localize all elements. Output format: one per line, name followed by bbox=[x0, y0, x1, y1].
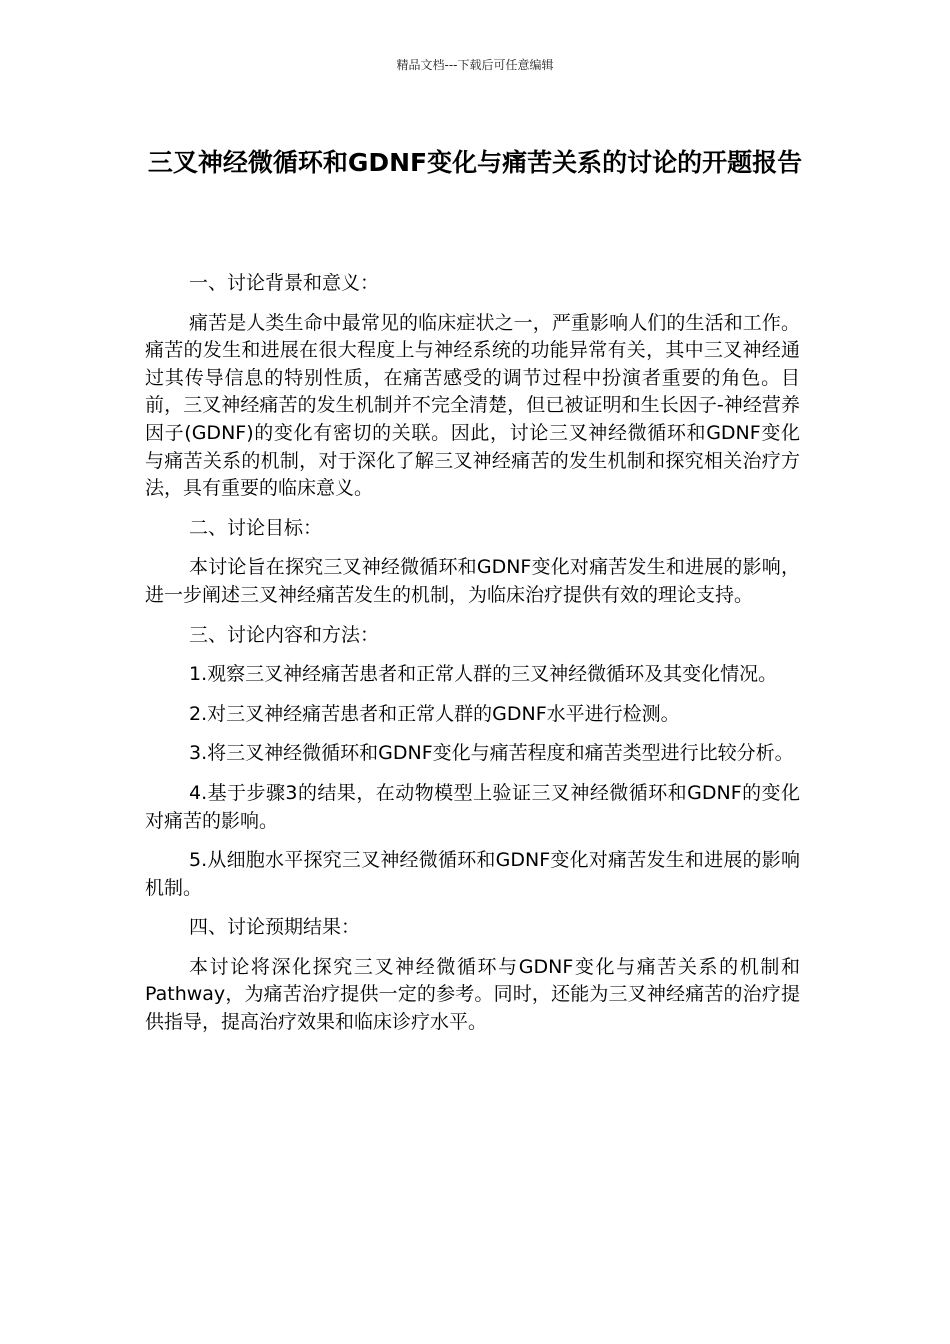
section-paragraph-background: 痛苦是人类生命中最常见的临床症状之一，严重影响人们的生活和工作。痛苦的发生和进展在很大程度上与神经系统的功能异常有关，其中三叉神经通过其传导信息的特别性质，在痛苦感受的调节过程中扮演者重要的角色。目前，三叉神经痛苦的发生机制并不完全清楚，但已被证明和生长因子-神经营养因子(GDNF)的变化有密切的关联。因此，讨论三叉神经微循环和GDNF变化与痛苦关系的机制，对于深化了解三叉神经痛苦的发生机制和探究相关治疗方法，具有重要的临床意义。 bbox=[145, 311, 800, 500]
document-title: 三叉神经微循环和GDNF变化与痛苦关系的讨论的开题报告 bbox=[147, 148, 803, 177]
header-note: 精品文档---下载后可任意编辑 bbox=[396, 58, 554, 72]
section-heading-goal: 二、讨论目标： bbox=[189, 516, 323, 539]
section-paragraph-expected-results: 本讨论将深化探究三叉神经微循环与GDNF变化与痛苦关系的机制和Pathway，为痛苦治疗提供一定的参考。同时，还能为三叉神经痛苦的治疗提供指导，提高治疗效果和临床诊疗水平。 bbox=[145, 955, 800, 1034]
section-heading-methods: 三、讨论内容和方法： bbox=[189, 623, 380, 646]
document-body bbox=[145, 270, 800, 1049]
method-item-4: 4.基于步骤3的结果，在动物模型上验证三叉神经微循环和GDNF的变化对痛苦的影响。 bbox=[145, 781, 800, 832]
method-item-5: 5.从细胞水平探究三叉神经微循环和GDNF变化对痛苦发生和进展的影响机制。 bbox=[145, 849, 800, 899]
method-item-3: 3.将三叉神经微循环和GDNF变化与痛苦程度和痛苦类型进行比较分析。 bbox=[189, 742, 794, 765]
method-item-1: 1.观察三叉神经痛苦患者和正常人群的三叉神经微循环及其变化情况。 bbox=[189, 663, 778, 686]
section-paragraph-goal: 本讨论旨在探究三叉神经微循环和GDNF变化对痛苦发生和进展的影响，进一步阐述三叉神经痛苦发生的机制，为临床治疗提供有效的理论支持。 bbox=[145, 556, 800, 606]
section-heading-expected-results: 四、讨论预期结果： bbox=[189, 916, 361, 939]
section-heading-background: 一、讨论背景和意义： bbox=[189, 272, 380, 294]
method-item-2: 2.对三叉神经痛苦患者和正常人群的GDNF水平进行检测。 bbox=[189, 702, 680, 725]
